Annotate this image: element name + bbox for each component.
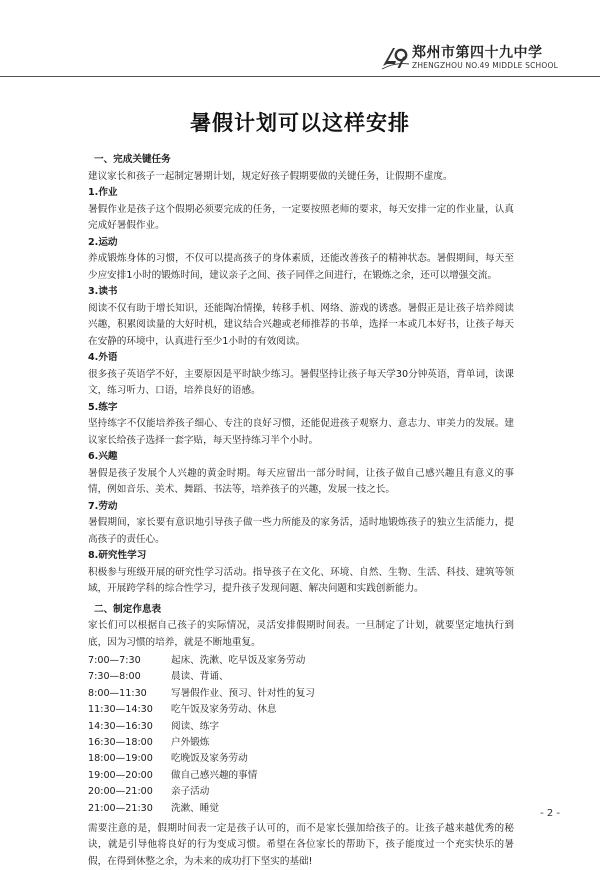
schedule-activity: 洗漱、睡觉 [171, 802, 219, 814]
schedule-time: 11:30—14:30 [88, 704, 153, 716]
page-number: - 2 - [540, 808, 560, 819]
schedule-time: 7:30—8:00 [88, 671, 141, 683]
schedule-row [88, 784, 514, 800]
schedule-row [88, 719, 514, 735]
paragraph: 暑假是孩子发展个人兴趣的黄金时期。每天应留出一部分时间，让孩子做自己感兴趣且有意义的事情，例如音乐、美术、舞蹈、书法等，培养孩子的兴趣，发展一技之长。 [88, 467, 514, 495]
paragraph: 很多孩子英语学不好，主要原因是平时缺少练习。暑假坚持让孩子每天学30分钟英语，背单词，读课文，练习听力、口语，培养良好的语感。 [88, 368, 514, 396]
page-title: 暑假计划可以这样安排 [190, 110, 410, 135]
schedule-time: 7:00—7:30 [88, 655, 141, 666]
item-heading: 8.研究性学习 [88, 550, 147, 561]
item-heading: 6.兴趣 [88, 451, 118, 462]
schedule-activity: 吃午饭及家务劳动、休息 [171, 704, 277, 716]
schedule-activity: 写暑假作业、预习、针对性的复习 [171, 687, 315, 699]
school-name-english: ZHENGZHOU NO.49 MIDDLE SCHOOL [412, 61, 558, 70]
item-heading: 2.运动 [88, 236, 118, 248]
item-heading: 3.读书 [88, 286, 118, 297]
item-heading: 7.劳动 [88, 500, 118, 512]
schedule-row [88, 768, 514, 784]
item-heading: 1.作业 [88, 187, 118, 198]
section-heading: 一、完成关键任务 [94, 154, 171, 165]
schedule-activity: 起床、洗漱、吃早饭及家务劳动 [171, 655, 306, 666]
school-name-chinese: 郑州市第四十九中学 [412, 45, 543, 61]
section-heading: 二、制定作息表 [94, 603, 162, 615]
schedule-time: 19:00—20:00 [88, 769, 153, 781]
schedule-row [88, 686, 514, 702]
schedule-time: 20:00—21:00 [88, 786, 153, 798]
schedule-row [88, 653, 514, 669]
article-body [88, 152, 514, 870]
paragraph: 暑假期间，家长要有意识地引导孩子做一些力所能及的家务活，适时地锻炼孩子的独立生活能力，提高孩子的责任心。 [88, 517, 514, 545]
item-heading: 5.练字 [88, 401, 118, 413]
schedule-row [88, 801, 514, 817]
school-49-logo-icon [380, 44, 410, 70]
item-heading: 4.外语 [88, 352, 118, 363]
schedule-row [88, 735, 514, 751]
schedule-row [88, 702, 514, 718]
schedule-time: 18:00—19:00 [88, 753, 153, 765]
schedule-time: 16:30—18:00 [88, 736, 153, 748]
paragraph: 坚持练字不仅能培养孩子细心、专注的良好习惯，还能促进孩子观察力、意志力、审美力的发展。建议家长给孩子选择一套字贴，每天坚持练习半个小时。 [88, 418, 514, 446]
paragraph: 家长们可以根据自己孩子的实际情况，灵活安排假期时间表。一旦制定了计划，就要坚定地执行到底，因为习惯的培养，就是不断地重复。 [88, 620, 514, 648]
schedule-list [88, 653, 514, 817]
closing-paragraph: 需要注意的是，假期时间表一定是孩子认可的，而不是家长强加给孩子的。让孩子越来越优秀的秘诀，就是引导他将良好的行为变成习惯。希望在各位家长的帮助下，孩子能度过一个充实快乐的暑假，在得到休整之余，为未来的成功打下坚实的基础! [88, 822, 514, 867]
schedule-row [88, 669, 514, 685]
paragraph: 养成锻炼身体的习惯，不仅可以提高孩子的身体素质，还能改善孩子的精神状态。暑假期间，每天至少应安排1小时的锻炼时间，建议亲子之间、孩子同伴之间进行，在锻炼之余，还可以增强交流。 [88, 253, 514, 281]
schedule-activity: 做自己感兴趣的事情 [171, 769, 258, 781]
paragraph: 积极参与班级开展的研究性学习活动。指导孩子在文化、环境、自然、生物、生活、科技、建筑等领域，开展跨学科的综合性学习，提升孩子发现问题、解决问题和实践创新能力。 [88, 566, 514, 594]
header-divider [0, 76, 600, 77]
schedule-time: 8:00—11:30 [88, 687, 147, 699]
paragraph: 阅读不仅有助于增长知识，还能陶冶情操，转移手机、网络、游戏的诱惑。暑假正是让孩子培养阅读兴趣，积累阅读量的大好时机，建议结合兴趣或老师推荐的书单，选择一本或几本好书，让孩子每天在安静的环境中，认真进行至少1小时的有效阅读。 [88, 302, 514, 347]
schedule-row [88, 751, 514, 767]
schedule-activity: 亲子活动 [171, 786, 210, 798]
paragraph: 暑假作业是孩子这个假期必须要完成的任务，一定要按照老师的要求，每天安排一定的作业量，认真完成好暑假作业。 [88, 203, 514, 231]
page-header [0, 40, 600, 80]
schedule-activity: 阅读、练字 [171, 720, 219, 732]
schedule-activity: 户外锻炼 [171, 736, 210, 748]
schedule-activity: 吃晚饭及家务劳动 [171, 753, 248, 765]
schedule-time: 14:30—16:30 [88, 720, 153, 732]
schedule-activity: 晨读、背诵、 [171, 671, 229, 683]
paragraph: 建议家长和孩子一起制定暑期计划，规定好孩子假期要做的关键任务，让假期不虚度。 [88, 170, 453, 182]
schedule-time: 21:00—21:30 [88, 802, 153, 814]
